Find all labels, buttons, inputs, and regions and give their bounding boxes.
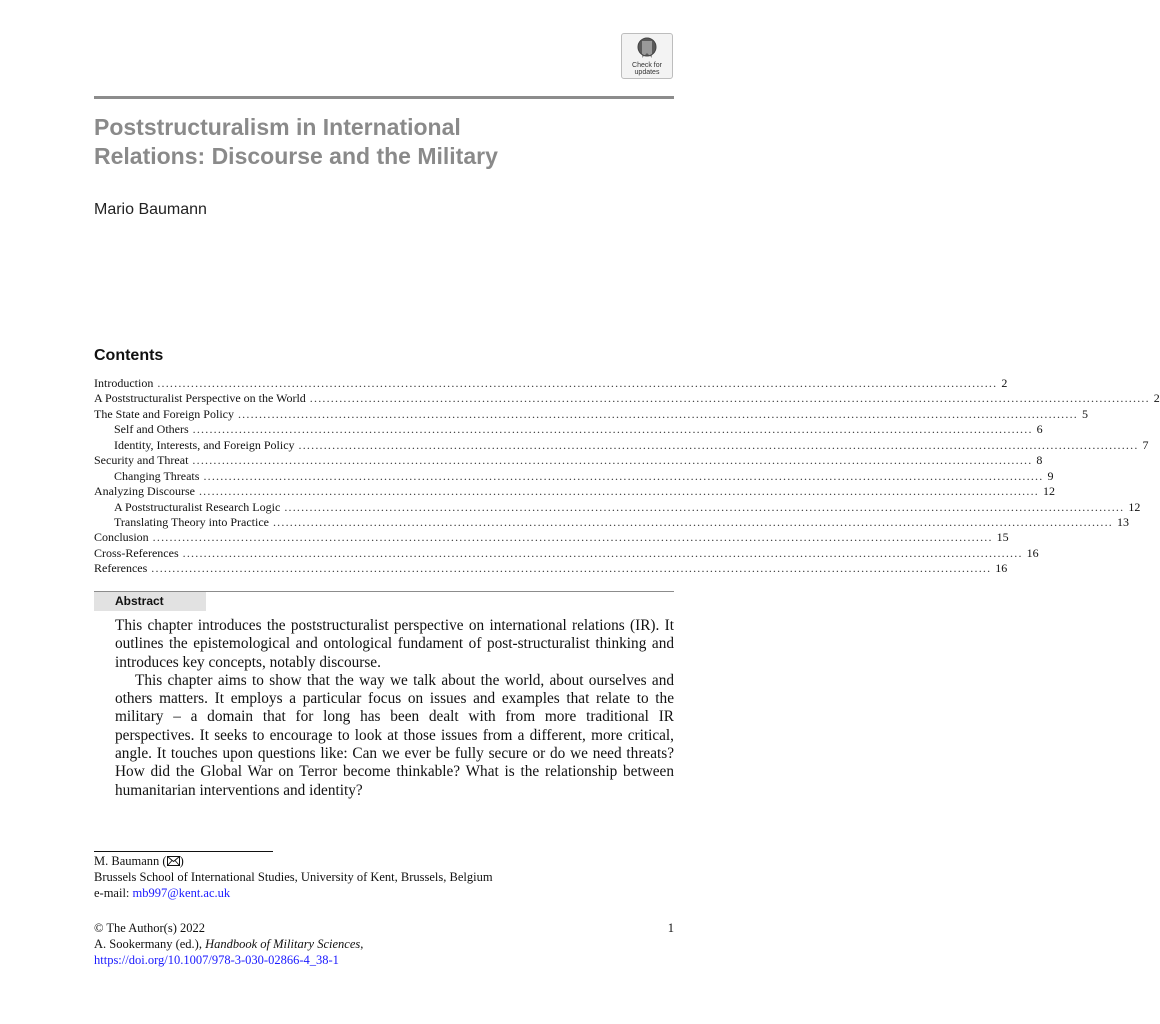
toc-leader-dots: ........................................................................................................................................................................................................ (151, 561, 992, 576)
book-title: Handbook of Military Sciences (205, 937, 361, 951)
toc-entry-title: A Poststructuralist Perspective on the World (94, 391, 306, 406)
toc-entry-page: 9 (1047, 468, 1054, 483)
author-name: Mario Baumann (94, 201, 207, 218)
toc-entry-title: Security and Threat (94, 453, 189, 468)
doi-link[interactable]: https://doi.org/10.1007/978-3-030-02866-4_38-1 (94, 953, 339, 967)
toc-entry[interactable] (94, 514, 1129, 530)
toc-entry-title: Changing Threats (114, 468, 200, 483)
affiliation-name-line: M. Baumann ( ) (94, 854, 184, 868)
contents-heading: Contents (94, 347, 164, 364)
toc-leader-dots: ........................................................................................................................................................................................................ (309, 391, 1150, 406)
toc-entry-title: A Poststructuralist Research Logic (114, 499, 281, 514)
toc-entry-page: 12 (1042, 484, 1055, 499)
toc-entry-title: Translating Theory into Practice (114, 514, 269, 529)
toc-entry-page: 7 (1142, 437, 1149, 452)
toc-leader-dots: ........................................................................................................................................................................................................ (192, 453, 1033, 468)
toc-entry-title: Introduction (94, 376, 154, 390)
toc-entry-title: Cross-References (94, 545, 179, 560)
toc-leader-dots: ........................................................................................................................................................................................................ (272, 514, 1113, 529)
toc-leader-dots: ........................................................................................................................................................................................................ (182, 545, 1023, 560)
abstract-paragraph-1: This chapter introduces the poststructuralist perspective on international relations (IR). It outlines the epistemological and ontological fundament of post-structuralist thinking and introduces key concepts, notably discourse. (115, 617, 674, 671)
toc-entry-page: 13 (1116, 514, 1129, 529)
toc-entry-page: 12 (1128, 499, 1141, 514)
toc-entry-page: 15 (996, 530, 1009, 545)
author-affiliation (94, 853, 674, 901)
editor-prefix: A. Sookermany (ed.), (94, 937, 206, 951)
toc-entry-page: 2 (1001, 376, 1008, 390)
toc-entry[interactable] (94, 406, 1088, 422)
toc-leader-dots: ........................................................................................................................................................................................................ (192, 422, 1033, 437)
chapter-title-line-2: Relations: Discourse and the Military (94, 143, 498, 169)
toc-entry[interactable] (94, 422, 1043, 437)
affiliation-email-line (94, 885, 674, 901)
toc-entry[interactable] (94, 468, 1054, 484)
header-rule (94, 96, 674, 99)
page-number: 1 (667, 921, 674, 935)
chapter-title (94, 113, 674, 171)
toc-entry-page: 2 (1153, 391, 1160, 406)
email-label: e-mail: (94, 886, 130, 900)
toc-entry-title: Identity, Interests, and Foreign Policy (114, 437, 295, 452)
toc-entry-page: 16 (1026, 545, 1039, 560)
chapter-title-line-1: Poststructuralism in International (94, 114, 461, 140)
envelope-icon[interactable] (167, 856, 180, 866)
affiliation-institution: Brussels School of International Studies, University of Kent, Brussels, Belgium (94, 870, 493, 884)
abstract-paragraph-2: This chapter aims to show that the way we talk about the world, about ourselves and others matters. It employs a particular focus on issues and examples that relate to the military – a domain that for long has been dealt with from more traditional IR perspectives. It seeks to encourage to look at those issues from a different, more critical, angle. It touches upon questions like: Can we ever be fully secure or do we need threats? How did the Global War on Terror become thinkable? What is the relationship between humanitarian interventions and identity? (115, 671, 674, 799)
toc-entry-title: Conclusion (94, 530, 149, 545)
toc-entry[interactable] (94, 437, 1149, 453)
toc-entry[interactable] (94, 561, 1008, 576)
abstract-label: Abstract (94, 592, 206, 611)
toc-leader-dots: ........................................................................................................................................................................................................ (157, 376, 998, 390)
toc-leader-dots: ........................................................................................................................................................................................................ (237, 406, 1078, 421)
toc-entry[interactable] (94, 530, 1009, 545)
table-of-contents (94, 376, 1160, 577)
toc-leader-dots: ........................................................................................................................................................................................................ (152, 530, 993, 545)
page-footer (94, 920, 674, 968)
toc-entry-page: 16 (995, 561, 1008, 576)
toc-entry[interactable] (94, 499, 1141, 515)
abstract-body (115, 617, 674, 800)
editor-suffix: , (360, 937, 364, 951)
book-citation (94, 936, 674, 952)
affiliation-name: M. Baumann (94, 854, 160, 868)
toc-entry-title: The State and Foreign Policy (94, 406, 234, 421)
toc-entry-title: Self and Others (114, 422, 189, 437)
toc-entry[interactable] (94, 484, 1055, 499)
toc-leader-dots: ........................................................................................................................................................................................................ (284, 499, 1125, 514)
toc-entry-title: Analyzing Discourse (94, 484, 195, 499)
footnote-rule (94, 851, 273, 852)
toc-entry-page: 5 (1081, 406, 1088, 421)
toc-entry-title: References (94, 561, 148, 576)
crossmark-bookmark-icon (636, 37, 658, 61)
toc-entry[interactable] (94, 545, 1039, 561)
toc-entry-page: 8 (1036, 453, 1043, 468)
toc-leader-dots: ........................................................................................................................................................................................................ (198, 484, 1039, 499)
toc-entry[interactable] (94, 376, 1008, 391)
toc-entry[interactable] (94, 453, 1043, 468)
check-for-updates-label: Check for updates (632, 62, 662, 76)
toc-leader-dots: ........................................................................................................................................................................................................ (298, 437, 1139, 452)
email-link[interactable]: mb997@kent.ac.uk (132, 886, 231, 900)
toc-leader-dots: ........................................................................................................................................................................................................ (203, 468, 1044, 483)
copyright-line: © The Author(s) 2022 (94, 921, 205, 935)
toc-entry-page: 6 (1036, 422, 1043, 437)
toc-entry[interactable] (94, 391, 1160, 406)
check-for-updates-badge[interactable] (621, 33, 673, 79)
